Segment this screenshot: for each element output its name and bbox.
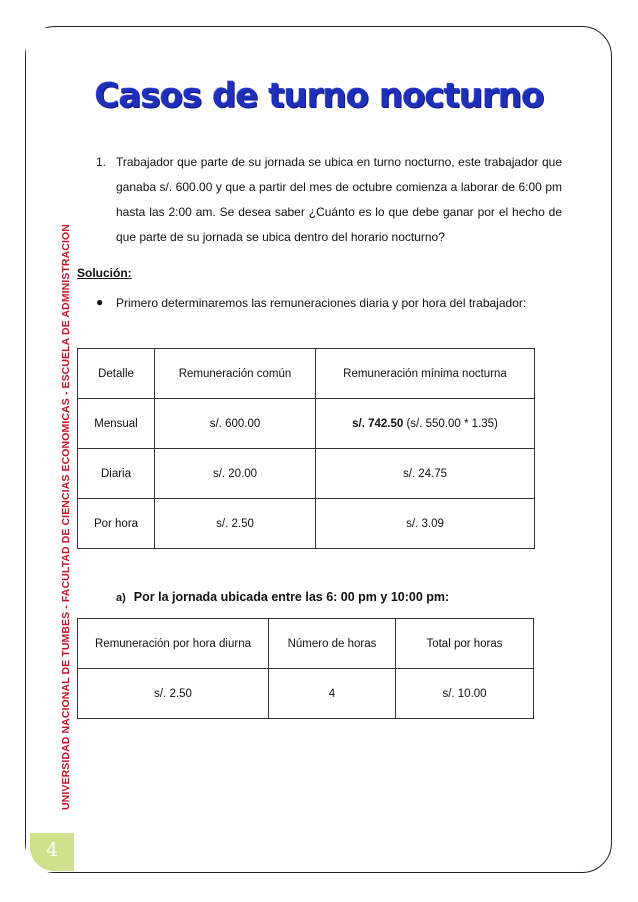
table-header-row bbox=[78, 349, 535, 399]
table-cell: s/. 10.00 bbox=[396, 669, 534, 719]
table-cell: s/. 20.00 bbox=[155, 449, 316, 499]
table-cell: 4 bbox=[269, 669, 396, 719]
problem-item bbox=[96, 150, 562, 250]
remuneration-table bbox=[77, 348, 535, 549]
formula-note: (s/. 550.00 * 1.35) bbox=[406, 417, 498, 430]
highlight-value: s/. 742.50 bbox=[352, 417, 404, 430]
table-cell: s/. 3.09 bbox=[316, 499, 535, 549]
problem-text: Trabajador que parte de su jornada se ubica en turno nocturno, este trabajador que ganaba s/. 600.00 y que a partir del mes de octubre comienza a laborar de 6:00 pm hasta las 2:00 am. Se desea saber ¿Cuánto es lo que debe ganar por el hecho de que parte de su jornada se ubica dentro del horario nocturno? bbox=[116, 155, 562, 244]
table-cell bbox=[316, 399, 535, 449]
table-cell: s/. 24.75 bbox=[316, 449, 535, 499]
table-header-cell: Número de horas bbox=[269, 619, 396, 669]
page-number: 4 bbox=[45, 839, 59, 861]
subsection-label: a) bbox=[116, 592, 126, 604]
table-cell: Por hora bbox=[78, 499, 155, 549]
table-row bbox=[78, 669, 534, 719]
table-cell: s/. 2.50 bbox=[155, 499, 316, 549]
table-header-cell: Remuneración por hora diurna bbox=[78, 619, 269, 669]
subsection-text: Por la jornada ubicada entre las 6: 00 pm y 10:00 pm: bbox=[133, 590, 450, 604]
table-header-cell: Total por horas bbox=[396, 619, 534, 669]
table-row bbox=[78, 449, 535, 499]
table-row bbox=[78, 399, 535, 449]
table-header-cell: Remuneración común bbox=[155, 349, 316, 399]
bullet-text: Primero determinaremos las remuneraciones diaria y por hora del trabajador: bbox=[116, 296, 527, 310]
table-cell: s/. 600.00 bbox=[155, 399, 316, 449]
table-row bbox=[78, 499, 535, 549]
bullet-dot-icon: ● bbox=[96, 295, 104, 309]
table-header-cell: Detalle bbox=[78, 349, 155, 399]
page-title: Casos de turno nocturno bbox=[94, 76, 544, 116]
bullet-item bbox=[96, 296, 566, 310]
table-header-row bbox=[78, 619, 534, 669]
table-cell: s/. 2.50 bbox=[78, 669, 269, 719]
table-cell: Diaria bbox=[78, 449, 155, 499]
solution-label: Solución: bbox=[77, 266, 132, 280]
hours-table bbox=[77, 618, 534, 719]
university-footer-text: UNIVERSIDAD NACIONAL DE TUMBES - FACULTAD DE CIENCIAS ECONOMICAS - ESCUELA DE ADMINISTRACION bbox=[60, 224, 72, 810]
problem-number: 1. bbox=[96, 155, 107, 169]
table-header-cell: Remuneración mínima nocturna bbox=[316, 349, 535, 399]
subsection-heading bbox=[116, 590, 449, 604]
table-cell: Mensual bbox=[78, 399, 155, 449]
